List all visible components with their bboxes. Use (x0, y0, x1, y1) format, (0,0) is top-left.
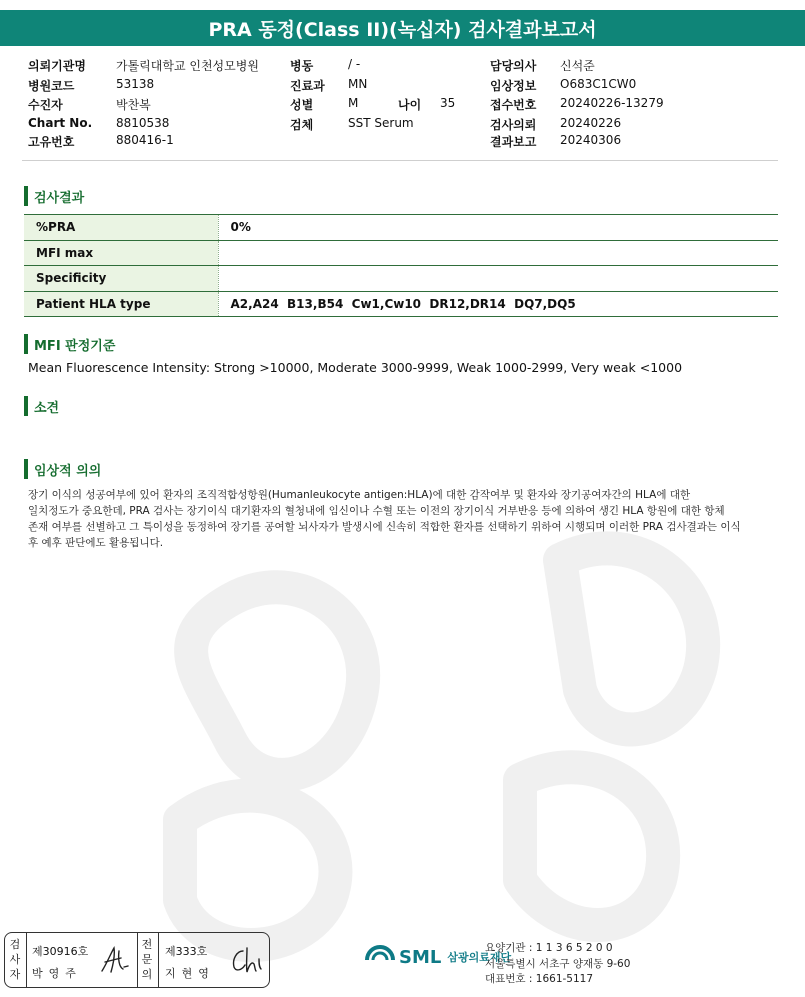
result-value: A2,A24 B13,B54 Cw1,Cw10 DR12,DR14 DQ7,DQ5 (218, 291, 778, 317)
info-label: 임상정보 (490, 79, 537, 93)
header-divider (22, 160, 778, 161)
table-row (24, 291, 778, 317)
info-label: Chart No. (28, 116, 93, 130)
section-title: 임상적 의의 (34, 463, 102, 479)
section-marker (24, 459, 28, 479)
info-label: 의뢰기관명 (28, 59, 86, 73)
mfi-criteria-text: Mean Fluorescence Intensity: Strong >10000, Moderate 3000-9999, Weak 1000-2999, Very weak <1000 (28, 360, 683, 375)
info-value: SST Serum (348, 116, 414, 130)
section-marker (24, 396, 28, 416)
section-results (24, 185, 84, 207)
age-value: 35 (440, 96, 456, 110)
specialist-name: 지현영 (165, 967, 215, 980)
result-key: Patient HLA type (24, 291, 218, 317)
clinical-line: 장기 이식의 성공여부에 있어 환자의 조직적합성항원(Humanleukocyte antigen:HLA)에 대한 감작여부 및 환자와 장기공여자간의 HLA에 대한 (28, 489, 691, 501)
signature-box (4, 932, 270, 988)
age-label: 나이 (398, 98, 422, 112)
section-marker (24, 334, 28, 354)
info-value: / - (348, 57, 361, 71)
info-value: 53138 (116, 77, 155, 91)
sml-emblem-icon (363, 940, 397, 974)
divider (137, 933, 138, 987)
info-label: 접수번호 (490, 98, 537, 112)
info-label: 병동 (290, 59, 314, 73)
info-label: 고유번호 (28, 135, 75, 149)
info-value: 20240226 (560, 116, 622, 130)
info-value: 신석준 (560, 59, 595, 73)
info-value: 8810538 (116, 116, 170, 130)
info-value: 가톨릭대학교 인천성모병원 (116, 59, 259, 73)
info-label: 결과보고 (490, 135, 537, 149)
table-row (24, 215, 778, 241)
clinical-line: 존재 여부를 선별하고 그 특이성을 동정하여 장기를 공여할 뇌사자가 발생시에 신속히 적합한 환자를 선택하기 위하여 시행되며 이러한 PRA 검사결과는 이식 (28, 521, 741, 533)
info-value: 880416-1 (116, 133, 174, 147)
info-label: 수진자 (28, 98, 63, 112)
results-table (24, 214, 778, 317)
report-title: PRA 동정(Class II)(녹십자) 검사결과보고서 (0, 10, 805, 46)
section-title: MFI 판정기준 (34, 338, 116, 354)
info-value: 박찬복 (116, 98, 151, 112)
info-label: 병원코드 (28, 79, 75, 93)
examiner-label: 검 사 자 (9, 938, 21, 981)
table-row (24, 240, 778, 266)
info-label: 검사의뢰 (490, 118, 537, 132)
info-label: 검체 (290, 118, 314, 132)
contact-line: 요양기관 : 1 1 3 6 5 2 0 0 (485, 942, 613, 954)
specialist-label: 전 문 의 (141, 938, 153, 981)
examiner-signature (99, 945, 131, 975)
section-mfi (24, 333, 115, 355)
info-value: 20240306 (560, 133, 622, 147)
info-value: O683C1CW0 (560, 77, 637, 91)
divider (26, 933, 27, 987)
info-label: 성별 (290, 98, 314, 112)
contact-line: 대표번호 : 1661-5117 (485, 973, 594, 985)
info-value: MN (348, 77, 368, 91)
section-opinion (24, 395, 59, 417)
divider (158, 933, 159, 987)
result-key: Specificity (24, 266, 218, 292)
info-value: 20240226-13279 (560, 96, 664, 110)
result-key: MFI max (24, 240, 218, 266)
result-value (218, 240, 778, 266)
section-marker (24, 186, 28, 206)
contact-info (485, 941, 630, 988)
clinical-line: 후 예후 판단에도 활용됩니다. (28, 537, 164, 549)
examiner-name: 박영주 (32, 967, 82, 980)
examiner-license: 제30916호 (32, 945, 89, 958)
section-title: 검사결과 (34, 190, 85, 206)
clinical-significance-text (28, 487, 778, 551)
section-clinical (24, 458, 101, 480)
contact-line: 서울특별시 서초구 양재동 9-60 (485, 957, 631, 970)
specialist-license: 제333호 (165, 945, 208, 958)
info-label: 담당의사 (490, 59, 537, 73)
result-value: 0% (218, 215, 778, 241)
logo-text: SML (399, 946, 442, 968)
logo-org-name: 삼광의료재단 (447, 951, 512, 964)
section-title: 소견 (34, 400, 60, 416)
result-key: %PRA (24, 215, 218, 241)
table-row (24, 266, 778, 292)
result-value (218, 266, 778, 292)
info-value: M (348, 96, 359, 110)
specialist-signature (229, 945, 265, 975)
info-label: 진료과 (290, 79, 325, 93)
clinical-line: 일치정도가 중요한데, PRA 검사는 장기이식 대기환자의 혈청내에 임신이나 수혈 또는 이전의 장기이식 거부반응 등에 의하여 생긴 HLA 항원에 대한 항체 (28, 505, 725, 517)
